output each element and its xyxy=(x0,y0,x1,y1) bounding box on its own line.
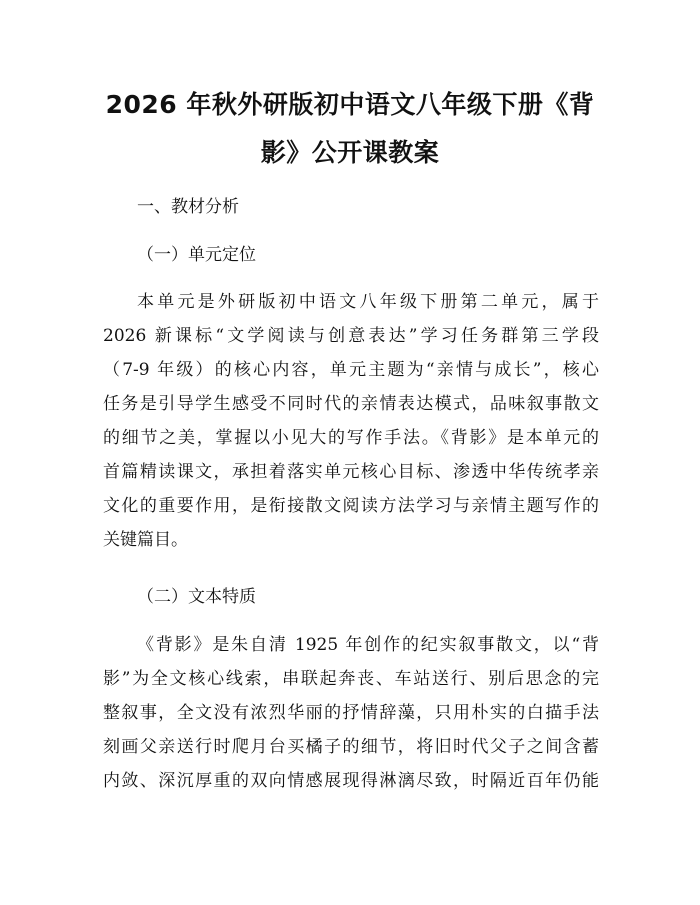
document-title-line-2: 影》公开课教案 xyxy=(260,138,440,167)
paragraph-line: （7-9 年级）的核心内容，单元主题为“亲情与成长”，核心 xyxy=(103,360,599,380)
paragraph-line: 影”为全文核心线索，串联起奔丧、车站送行、别后思念的完 xyxy=(103,669,599,689)
subsection-heading-text-characteristics: （二）文本特质 xyxy=(137,587,256,607)
paragraph-line: 内敛、深沉厚重的双向情感展现得淋漓尽致，时隔近百年仍能 xyxy=(103,771,599,791)
paragraph-line: 2026 新课标“文学阅读与创意表达”学习任务群第三学段 xyxy=(103,326,599,346)
paragraph-line: 本单元是外研版初中语文八年级下册第二单元，属于 xyxy=(137,292,599,312)
paragraph-line: 首篇精读课文，承担着落实单元核心目标、渗透中华传统孝亲 xyxy=(103,462,599,482)
paragraph-line: 任务是引导学生感受不同时代的亲情表达模式，品味叙事散文 xyxy=(103,394,599,414)
section-heading-teaching-material-analysis: 一、教材分析 xyxy=(137,197,239,217)
paragraph-line: 关键篇目。 xyxy=(103,530,188,550)
paragraph-line: 文化的重要作用，是衔接散文阅读方法学习与亲情主题写作的 xyxy=(103,496,599,516)
paragraph-line: 《背影》是朱自清 1925 年创作的纪实叙事散文，以“背 xyxy=(137,635,599,655)
paragraph-line: 的细节之美，掌握以小见大的写作手法。《背影》是本单元的 xyxy=(103,428,599,448)
paragraph-line: 整叙事，全文没有浓烈华丽的抒情辞藻，只用朴实的白描手法 xyxy=(103,703,599,723)
subsection-heading-unit-positioning: （一）单元定位 xyxy=(137,245,256,265)
paragraph-line: 刻画父亲送行时爬月台买橘子的细节，将旧时代父子之间含蓄 xyxy=(103,737,599,757)
document-title-line-1: 2026 年秋外研版初中语文八年级下册《背 xyxy=(105,90,595,119)
